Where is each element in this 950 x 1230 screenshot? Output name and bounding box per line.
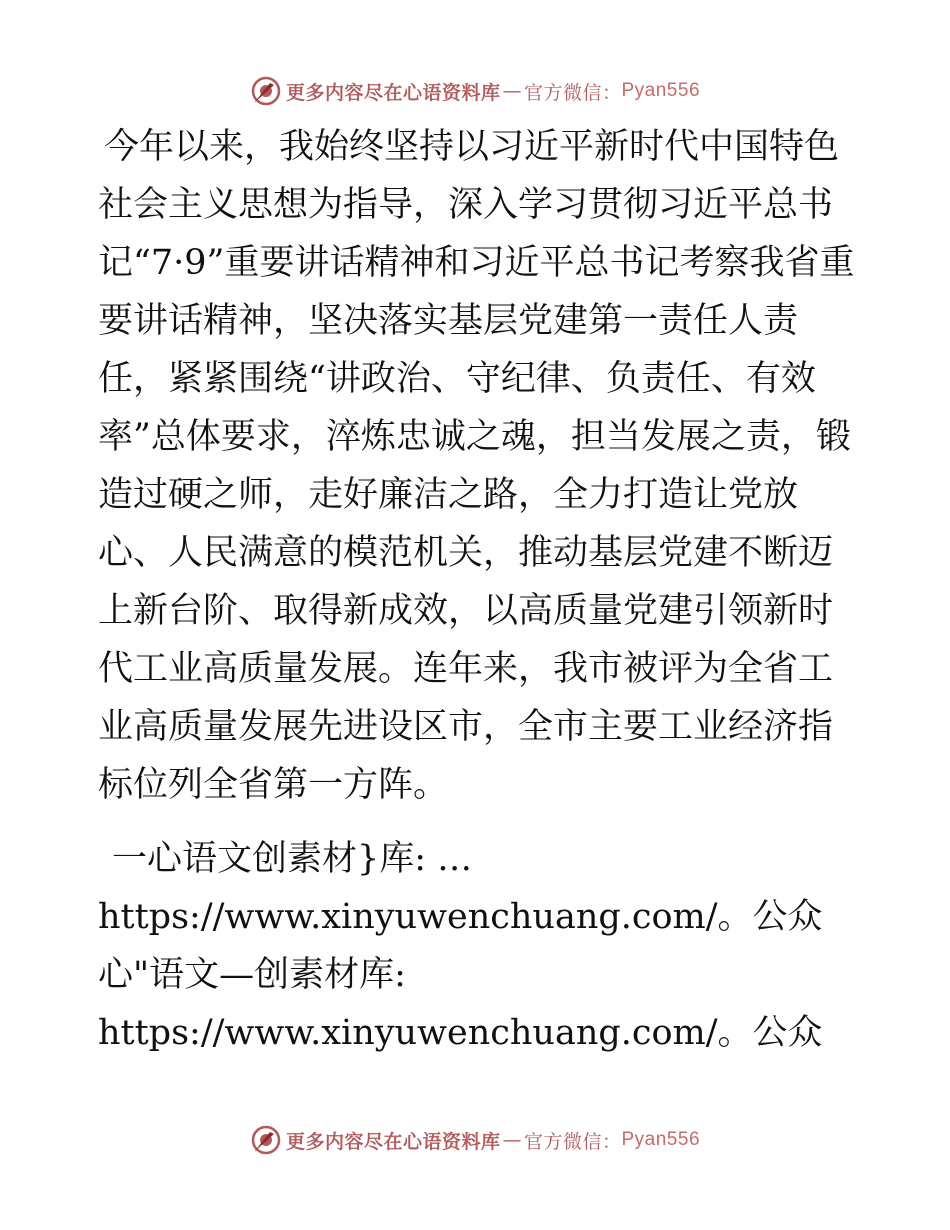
quill-circle-logo-icon [250,1124,282,1156]
watermark-suffix: 官方微信： [523,1130,622,1153]
watermark-separator: — [502,80,522,102]
header-watermark [0,71,950,111]
watermark-prefix: 更多内容尽在心语资料库 [285,81,501,104]
watermark-wechat-id: Pyan556 [621,1129,701,1150]
document-body [98,118,858,1062]
body-paragraph-1: 今年以来，我始终坚持以习近平新时代中国特色社会主义思想为指导，深入学习贯彻习近平总书记“7·9”重要讲话精神和习近平总书记考察我省重要讲话精神，坚决落实基层党建第一责任人责任，紧紧围绕“讲政治、守纪律、负责任、有效率”总体要求，淬炼忠诚之魂，担当发展之责，锻造过硬之师，走好廉洁之路，全力打造让党放心、人民满意的模范机关，推动基层党建不断迈上新台阶、取得新成效，以高质量党建引领新时代工业高质量发展。连年来，我市被评为全省工业高质量发展先进设区市，全市主要工业经济指标位列全省第一方阵。 [98,127,855,805]
watermark-separator: — [502,1129,522,1151]
watermark-wechat-id: Pyan556 [621,80,701,101]
watermark-suffix: 官方微信： [523,81,622,104]
footer-watermark [0,1120,950,1160]
body-paragraph-2: 一心语文创素材}库: …https://www.xinyuwenchuang.com/。公众心"语文—创素材库: https://www.xinyuwenchuang.com/。公众 [98,839,823,1053]
quill-circle-logo-icon [250,75,282,107]
watermark-prefix: 更多内容尽在心语资料库 [285,1130,501,1153]
